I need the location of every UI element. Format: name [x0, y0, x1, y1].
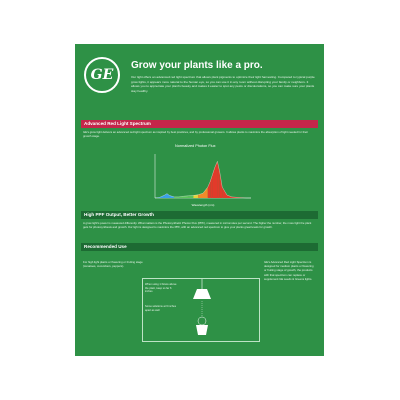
spectrum-heading: Advanced Red Light Spectrum	[81, 120, 318, 128]
spectrum-segment	[174, 197, 179, 198]
illustration-frame	[142, 278, 260, 342]
spectrum-segment	[222, 187, 227, 198]
spectrum-segment	[167, 194, 169, 198]
recommended-use-area	[81, 258, 318, 346]
plant-leaves-icon	[198, 317, 206, 325]
hero-body: Our light offers an advanced red light spectrum that allows plant pigments to optimize their light harvesting. Compared to typical purple grow lights, it appears more natural to the human eye, so you can use it in any room without disrupting your family or neighbors. It allows you to appreciate your plant's beauty and makes it easier to spot any pests or discolorations, so you can make sure your plants stay healthy.	[131, 75, 315, 93]
recommended-right-text: GE's Advanced Red Light Spectrum is designed for medium plants or flowering or fruiting stage of growth, the products with that spectrum can replace or supplement GE seeds & Greens lights.	[264, 260, 314, 281]
lamp-shade-icon	[193, 289, 211, 299]
pendant-lamp-illustration	[143, 279, 261, 343]
logo-text: GE	[90, 67, 114, 83]
package-panel	[75, 44, 324, 356]
distance-note-1: When using 1 fixture above the plant, keep so far 6 inches	[145, 283, 177, 294]
spectrum-body: GE's grow light delivers an advanced red light spectrum as inspired by best practices, and by professional growers. It allows plants to maximize the absorption of light needed for their growth stage.	[83, 130, 309, 139]
spectrum-segment	[213, 167, 215, 198]
ppf-body: A grow light's power is measured differently. What matters is the Photosynthetic Photon Flux (PPF), measured in micromoles per second. The higher the number, the more light the plant gets for photosynthesis and growth. Our light is designed to maximize the PPF, with an advanced red spectrum to give your plants great levels for growth.	[83, 221, 312, 230]
hero-title: Grow your plants like a pro.	[131, 60, 263, 71]
distance-note-2: Some solutions at 6 inches apart as well	[145, 305, 176, 312]
chart-title: Normalized Photon Flux	[175, 144, 216, 148]
ge-logo	[84, 57, 120, 93]
spectrum-chart	[145, 150, 255, 210]
x-axis-label: Wavelength (nm)	[191, 203, 215, 207]
spectrum-segment	[215, 161, 217, 198]
recommended-left-text: For high light plants or flowering or fruiting stage (tomatoes, cucumbers, peppers).	[83, 260, 143, 269]
spectrum-line	[155, 161, 251, 198]
recommended-heading: Recommended Use	[81, 243, 318, 251]
ppf-heading: High PPF Output, Better Growth	[81, 211, 318, 219]
plant-pot-icon	[196, 325, 208, 335]
